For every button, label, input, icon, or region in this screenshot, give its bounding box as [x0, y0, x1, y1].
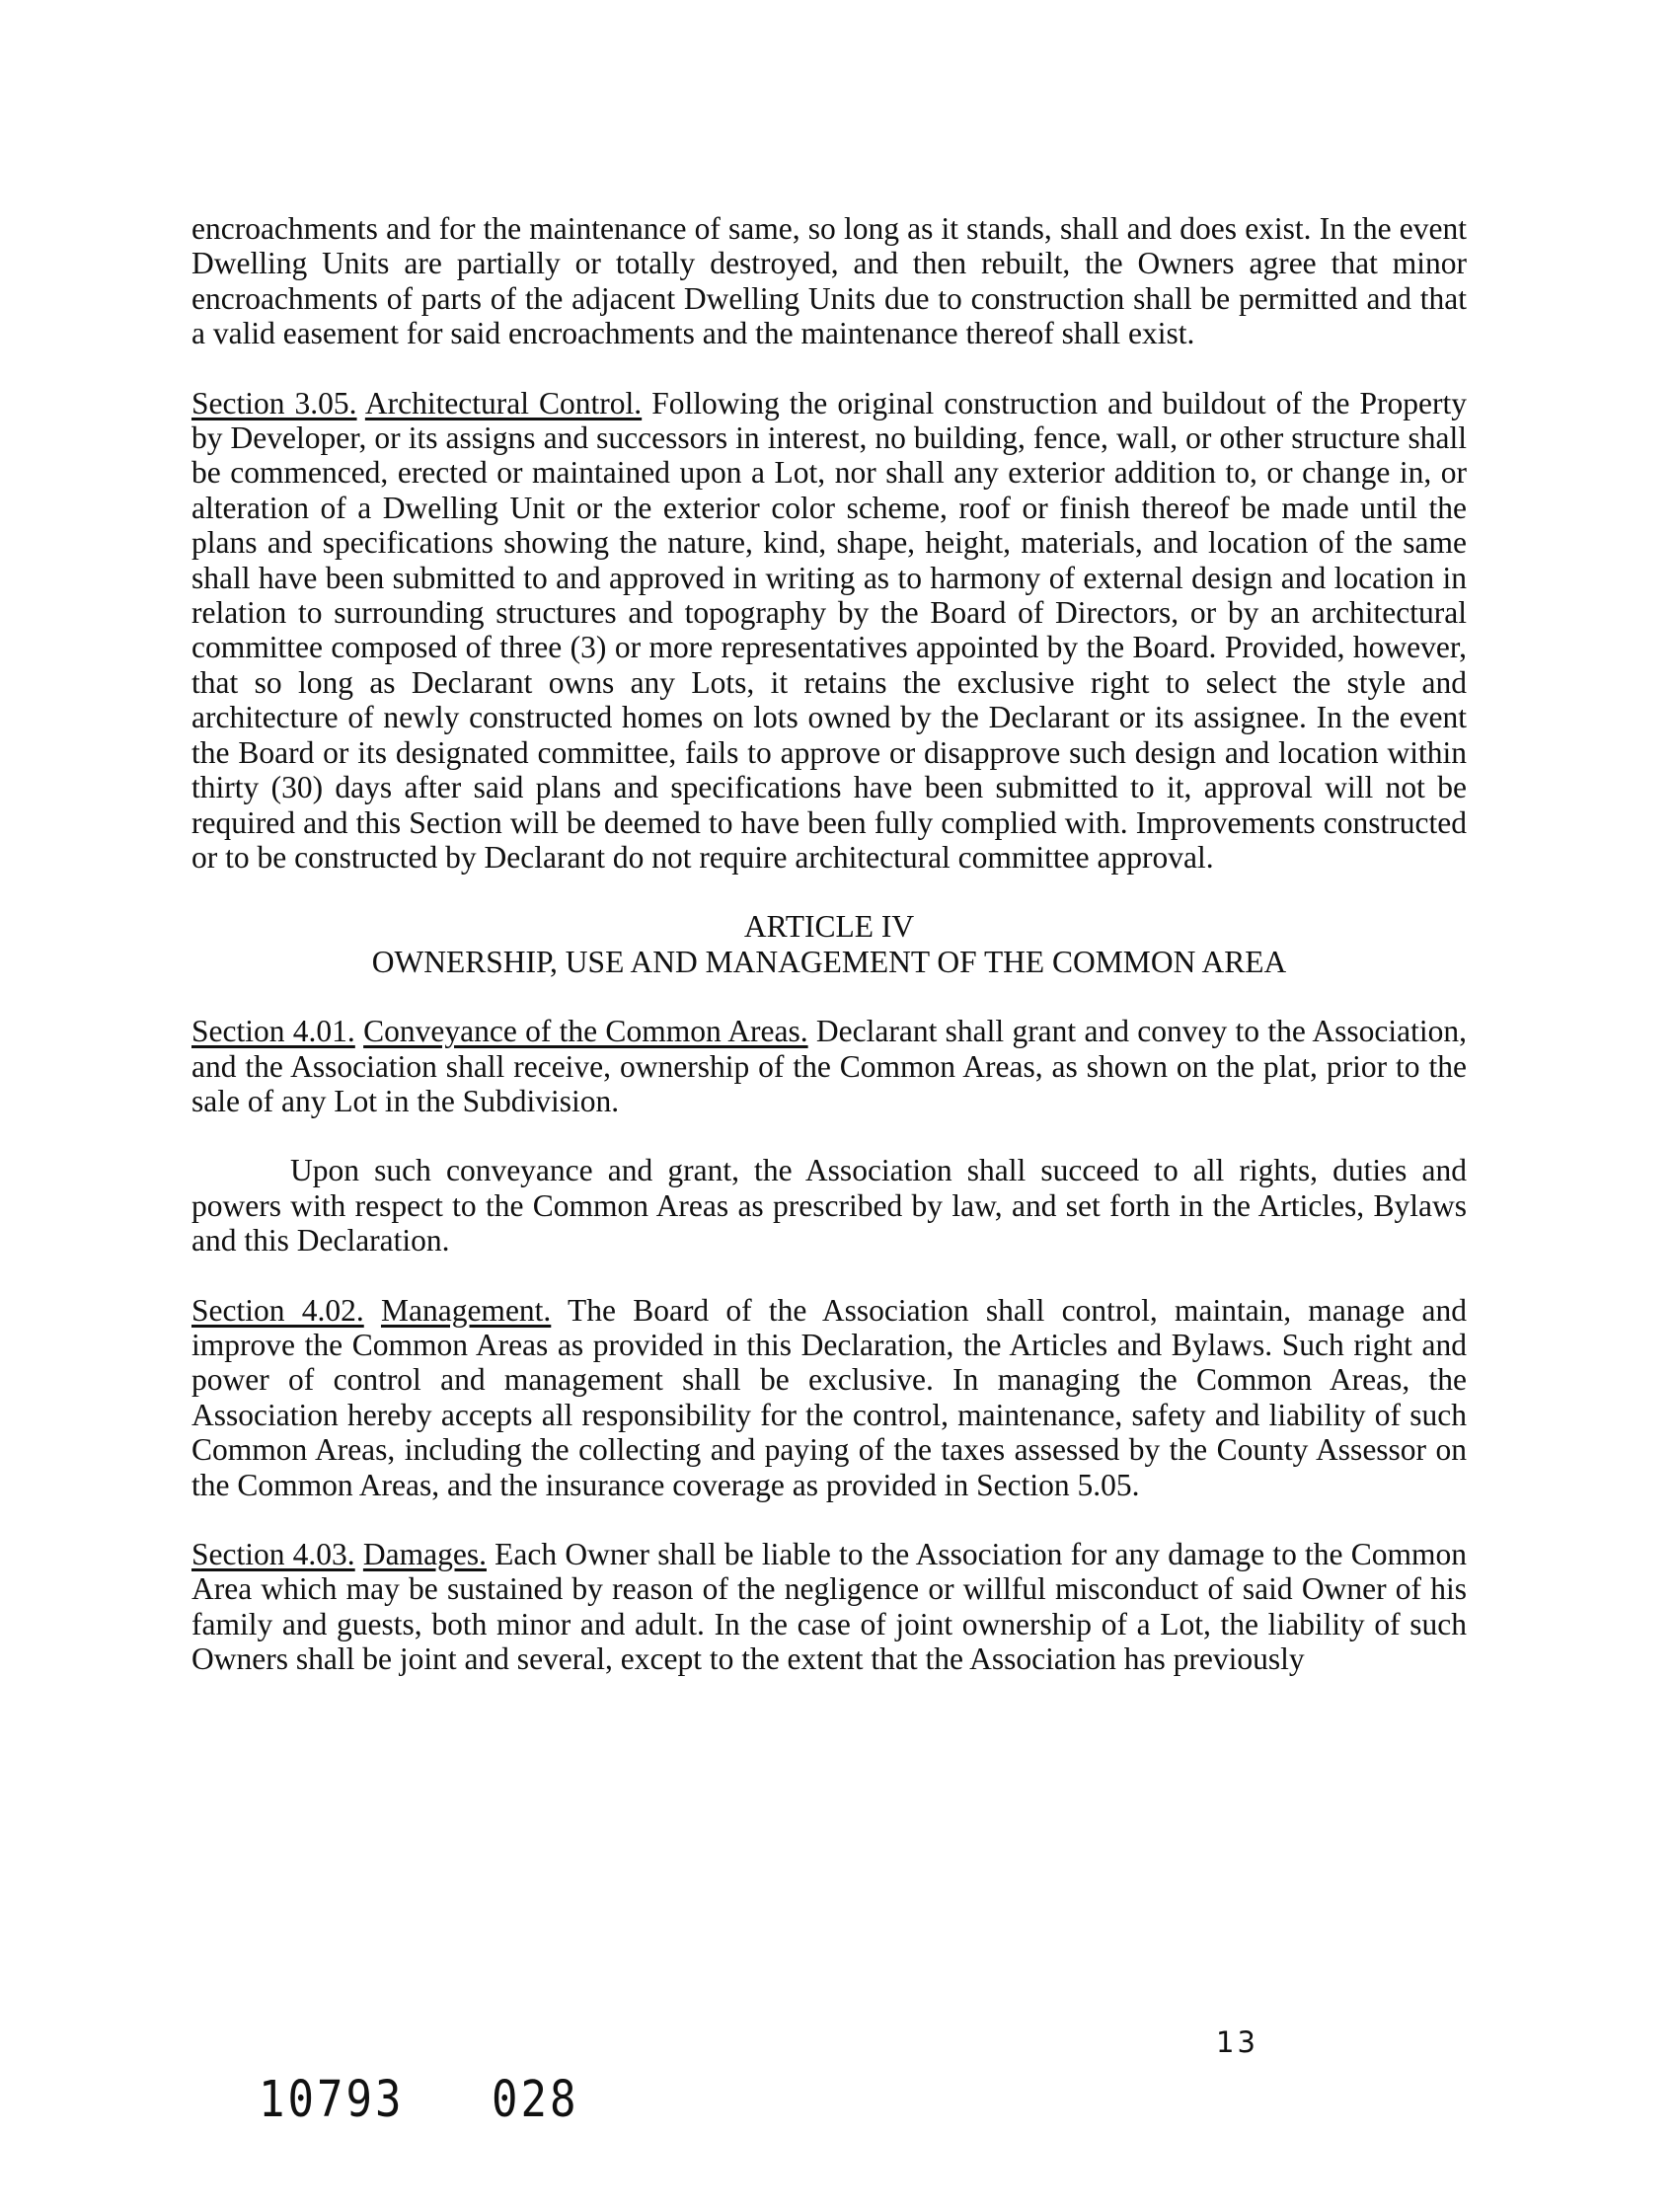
section-3-05 [191, 386, 1467, 876]
section-4-02-label: Section 4.02. [191, 1292, 364, 1328]
recording-stamp-book: 10793 [259, 2071, 405, 2129]
recording-stamp-page: 028 [492, 2071, 579, 2129]
section-4-01-title: Conveyance of the Common Areas. [363, 1014, 808, 1049]
section-4-01-body: Declarant shall grant and convey to the Association, and the Association shall receive, ownership of the Common Areas, as shown on the plat, prior to the sale of any Lot in the Subdivision. [191, 1014, 1467, 1118]
section-4-01 [191, 1014, 1467, 1118]
section-3-05-title: Architectural Control. [364, 385, 643, 420]
section-4-03-label: Section 4.03. [191, 1537, 355, 1571]
section-4-02-title: Management. [380, 1292, 552, 1328]
article-heading [191, 909, 1467, 979]
section-3-05-body: Following the original construction and buildout of the Property by Developer, or its assigns and successors in interest, no building, fence, wall, or other structure shall be commenced, erected or maintained upon a Lot, nor shall any exterior addition to, or change in, or alteration of a Dwelling Unit or the exterior color scheme, roof or finish thereof be made until the plans and specifications showing the nature, kind, shape, height, materials, and location of the same shall have been submitted to and approved in writing as to harmony of external design and location in relation to surrounding structures and topography by the Board of Directors, or by an architectural committee composed of three (3) or more representatives appointed by the Board. Provided, however, that so long as Declarant owns any Lots, it retains the exclusive right to select the style and architecture of newly constructed homes on lots owned by the Declarant or its assignee. In the event the Board or its designated committee, fails to approve or disapprove such design and location within thirty (30) days after said plans and specifications have been submitted to it, approval will not be required and this Section will be deemed to have been fully complied with. Improvements constructed or to be constructed by Declarant do not require architectural committee approval. [191, 385, 1467, 875]
paragraph-upon-conveyance: Upon such conveyance and grant, the Association shall succeed to all rights, duties and powers with respect to the Common Areas as prescribed by law, and set forth in the Articles, Bylaws and this Declaration. [191, 1153, 1467, 1259]
page-number: 13 [1216, 2025, 1258, 2059]
section-4-02 [191, 1293, 1467, 1502]
article-title: OWNERSHIP, USE AND MANAGEMENT OF THE COMMON AREA [371, 944, 1287, 979]
section-4-03 [191, 1537, 1467, 1677]
section-3-05-label: Section 3.05. [191, 385, 357, 420]
section-4-01-label: Section 4.01. [191, 1014, 355, 1049]
article-number: ARTICLE IV [743, 909, 915, 945]
document-body [191, 211, 1467, 1712]
section-4-03-title: Damages. [362, 1537, 487, 1571]
section-4-03-body: Each Owner shall be liable to the Association for any damage to the Common Area which may be sustained by reason of the negligence or willful misconduct of said Owner of his family and guests, both minor and adult. In the case of joint ownership of a Lot, the liability of such Owners shall be joint and several, except to the extent that the Association has previously [191, 1537, 1467, 1677]
paragraph-encroachments: encroachments and for the maintenance of same, so long as it stands, shall and does exist. In the event Dwelling Units are partially or totally destroyed, and then rebuilt, the Owners agree that minor encroachments of parts of the adjacent Dwelling Units due to construction shall be permitted and that a valid easement for said encroachments and the maintenance thereof shall exist. [191, 211, 1467, 351]
section-4-02-body: The Board of the Association shall control, maintain, manage and improve the Common Areas as provided in this Declaration, the Articles and Bylaws. Such right and power of control and management shall be exclusive. In managing the Common Areas, the Association hereby accepts all responsibility for the control, maintenance, safety and liability of such Common Areas, including the collecting and paying of the taxes assessed by the County Assessor on the Common Areas, and the insurance coverage as provided in Section 5.05. [191, 1292, 1467, 1502]
